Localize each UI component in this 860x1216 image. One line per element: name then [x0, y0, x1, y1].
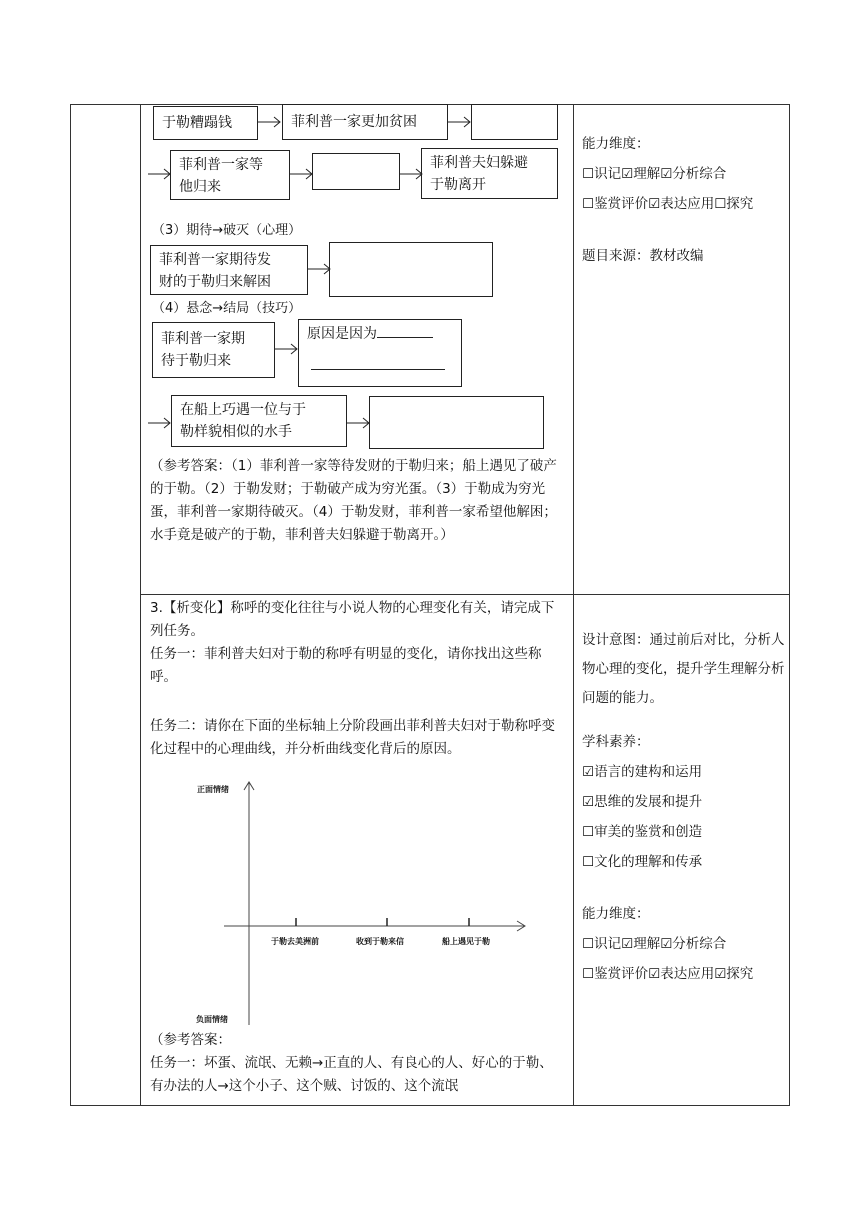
flow-box-text: 勒样貌相似的水手 — [180, 424, 292, 440]
design-intent: 设计意图：通过前后对比，分析人物心理的变化，提升学生理解分析问题的能力。 — [582, 632, 785, 706]
task3-task1: 任务一：菲利普夫妇对于勒的称呼有明显的变化，请你找出这些称呼。 — [150, 646, 542, 685]
flow-box-text: 于勒糟蹋钱 — [162, 115, 232, 131]
source-text: 题目来源：教材改编 — [582, 248, 704, 264]
x-tick-label-1: 于勒去美洲前 — [271, 936, 319, 946]
reason-line — [307, 323, 453, 345]
section-3-title: （3）期待→破灭（心理） — [152, 223, 302, 238]
arrow-1 — [258, 114, 282, 133]
arrow-7 — [275, 341, 299, 360]
flow4-box-3 — [171, 395, 347, 447]
ability-title: 能力维度： — [582, 136, 650, 152]
task3-answer-head: （参考答案： — [150, 1032, 231, 1048]
flow-box-text: 菲利普一家等 — [179, 157, 263, 173]
chart-axes — [190, 770, 550, 1030]
flow-box-6 — [421, 148, 558, 199]
arrow-9 — [347, 415, 371, 434]
flow-box-text: 菲利普夫妇躲避 — [430, 155, 528, 171]
literacy-1: ☑语言的建构和运用 — [582, 764, 703, 780]
flow-box-2 — [282, 104, 448, 140]
flow-box-text: 菲利普一家期待发 — [159, 252, 271, 268]
blank-line[interactable] — [311, 369, 445, 370]
flow-box-text: 菲利普一家更加贫困 — [291, 114, 417, 130]
ability-row-1: ☐识记☑理解☑分析综合 — [582, 166, 727, 182]
literacy-3: ☐审美的鉴赏和创造 — [582, 824, 703, 840]
arrow-4 — [290, 166, 314, 185]
flow4-box-4-empty — [369, 396, 544, 449]
right-cell-1 — [582, 133, 786, 267]
flow-box-4 — [170, 150, 290, 200]
flow-box-text: 财的于勒归来解困 — [159, 274, 271, 290]
reason-label: 原因是因为 — [307, 326, 377, 342]
flow3-box-2-empty — [329, 242, 493, 297]
right-cell-2 — [582, 626, 786, 985]
flow4-box-1 — [152, 322, 275, 378]
task3-intro: 3.【析变化】称呼的变化往往与小说人物的心理变化有关，请完成下列任务。 — [150, 600, 555, 639]
emotion-chart — [190, 770, 550, 1030]
flow-box-3-empty — [471, 104, 558, 140]
flow-box-5-empty — [312, 153, 400, 190]
literacy-2: ☑思维的发展和提升 — [582, 794, 703, 810]
arrow-3 — [148, 166, 172, 185]
blank-line[interactable] — [377, 337, 433, 338]
flow-box-text: 在船上巧遇一位与于 — [180, 402, 306, 418]
literacy-4: ☐文化的理解和传承 — [582, 854, 703, 870]
ability-row-2-2: ☐鉴赏评价☑表达应用☑探究 — [582, 966, 754, 982]
ability-row-2-1: ☐识记☑理解☑分析综合 — [582, 936, 727, 952]
flow-box-1 — [153, 106, 258, 140]
y-axis-bottom-label: 负面情绪 — [196, 1014, 228, 1024]
flow-box-text: 于勒离开 — [430, 177, 486, 193]
reason-line-2 — [307, 355, 453, 377]
x-tick-label-3: 船上遇见于勒 — [442, 936, 490, 946]
flow-box-text: 他归来 — [179, 179, 221, 195]
literacy-title: 学科素养： — [582, 734, 650, 750]
ability-title-2: 能力维度： — [582, 906, 650, 922]
flow4-box-2 — [298, 319, 462, 387]
task3-task2: 任务二：请你在下面的坐标轴上分阶段画出菲利普夫妇对于勒称呼变化过程中的心理曲线，并分析曲线变化背后的原因。 — [150, 718, 555, 757]
ability-row-2: ☐鉴赏评价☑表达应用☐探究 — [582, 196, 754, 212]
flow-box-text: 待于勒归来 — [161, 353, 231, 369]
arrow-8 — [148, 415, 172, 434]
y-axis-top-label: 正面情绪 — [197, 784, 229, 794]
section-4-title: （4）悬念→结局（技巧） — [152, 301, 302, 316]
flow-box-text: 菲利普一家期 — [161, 331, 245, 347]
x-tick-label-2: 收到于勒来信 — [356, 936, 404, 946]
flow3-box-1 — [150, 245, 308, 295]
task3-answer-task1: 任务一：坏蛋、流氓、无赖→正直的人、有良心的人、好心的于勒、有办法的人→这个小子、这个贼、讨饭的、这个流氓 — [150, 1055, 553, 1094]
arrow-2 — [448, 114, 472, 133]
reference-answer-1: （参考答案：（1）菲利普一家等待发财的于勒归来；船上遇见了破产的于勒。（2）于勒发财；于勒破产成为穷光蛋。（3）于勒成为穷光蛋，菲利普一家期待破灭。（4）于勒发财，菲利普一家希望他解困；水手竟是破产的于勒，菲利普夫妇躲避于勒离开。） — [150, 458, 557, 543]
